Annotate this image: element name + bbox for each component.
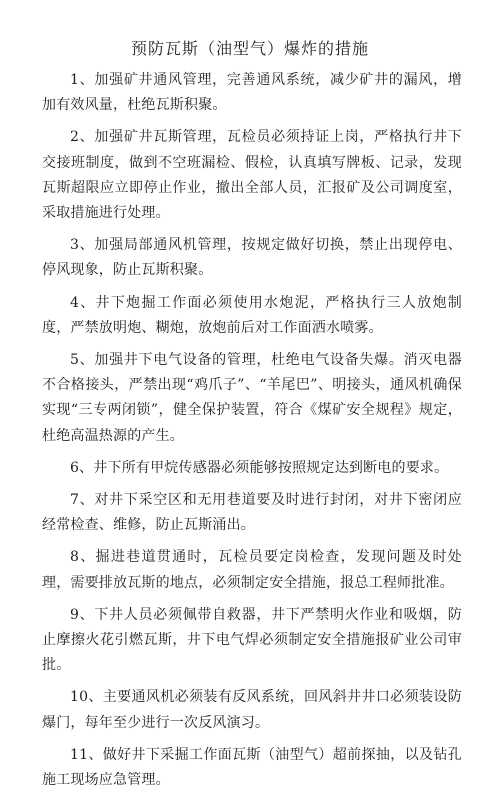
measure-item: 11、做好井下采掘工作面瓦斯（油型气）超前探抽，以及钻孔施工现场应急管理。 (42, 746, 462, 789)
measure-item: 5、加强井下电气设备的管理，杜绝电气设备失爆。消灭电器不合格接头，严禁出现“鸡爪子”、“羊尾巴”、明接头，通风机确保实现“三专两闭锁”，健全保护装置，符合《煤矿安全规程》规定，杜绝高温热源的产生。 (42, 352, 462, 444)
measure-item: 3、加强局部通风机管理，按规定做好切换，禁止出现停电、停风现象，防止瓦斯积聚。 (42, 237, 462, 279)
measure-item: 4、井下炮掘工作面必须使用水炮泥，严格执行三人放炮制度，严禁放明炮、糊炮，放炮前后对工作面洒水喷雾。 (42, 294, 462, 336)
measure-item: 10、主要通风机必须装有反风系统，回风斜井井口必须装设防爆门，每年至少进行一次反风演习。 (42, 689, 462, 731)
measures-list (42, 68, 462, 800)
measure-item: 1、加强矿井通风管理，完善通风系统，减少矿井的漏风，增加有效风量，杜绝瓦斯积聚。 (42, 72, 462, 114)
measure-item: 2、加强矿井瓦斯管理，瓦检员必须持证上岗，严格执行井下交接班制度，做到不空班漏检、假检，认真填写牌板、记录，发现瓦斯超限应立即停止作业，撤出全部人员，汇报矿及公司调度室，采取措施进行处理。 (42, 129, 462, 222)
document-title: 预防瓦斯（油型气）爆炸的措施 (130, 39, 369, 58)
measure-item: 9、下井人员必须佩带自救器，井下严禁明火作业和吸烟，防止摩擦火花引燃瓦斯，井下电气焊必须制定安全措施报矿业公司审批。 (42, 606, 462, 674)
measure-item: 6、井下所有甲烷传感器必须能够按照规定达到断电的要求。 (70, 459, 449, 476)
measure-item: 8、掘进巷道贯通时，瓦检员要定岗检查，发现问题及时处理，需要排放瓦斯的地点，必须制定安全措施，报总工程师批准。 (42, 549, 462, 591)
measure-item: 7、对井下采空区和无用巷道要及时进行封闭，对井下密闭应经常检查、维修，防止瓦斯涌出。 (42, 492, 462, 534)
